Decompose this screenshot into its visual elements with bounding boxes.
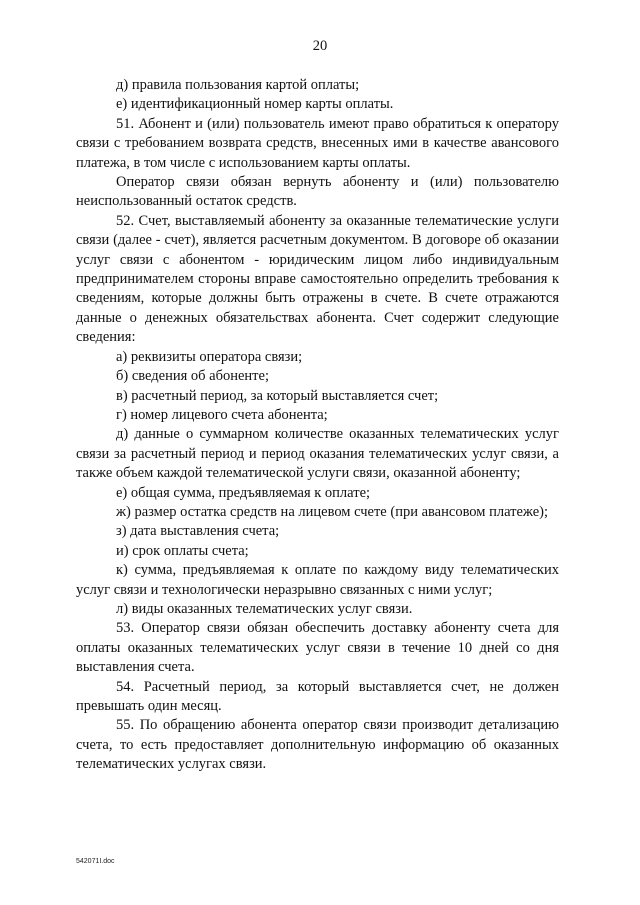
list-item-a: а) реквизиты оператора связи;: [116, 348, 303, 365]
paragraph-52: 52. Счет, выставляемый абоненту за оказанные телематические услуги связи (далее - счет), является расчетным документом. В договоре об оказании услуг связи с абонентом - юридическим лицом либо индивидуальным предпринимателем стороны вправе самостоятельно определить требования к сведениям, которые должны быть отражены в счете. В счете отражаются данные о денежных обязательствах абонента. Счет содержит следующие сведения:: [76, 212, 559, 346]
paragraph-51: 51. Абонент и (или) пользователь имеют право обратиться к оператору связи с требованием возврата средств, внесенных ими в качестве авансового платежа, в том числе с использованием карты оплаты.: [76, 115, 559, 171]
paragraph-51-operator-refund: Оператор связи обязан вернуть абоненту и (или) пользователю неиспользованный остаток средств.: [76, 174, 559, 210]
document-body: [76, 76, 559, 775]
list-item-l: л) виды оказанных телематических услуг связи.: [116, 600, 413, 617]
list-item-d: д) данные о суммарном количестве оказанных телематических услуг связи за расчетный период и период оказания телематических услуг связи, а также объем каждой телематической услуги связи, оказанной абоненту;: [76, 426, 559, 482]
paragraph-e-card-id: е) идентификационный номер карты оплаты.: [116, 96, 394, 113]
paragraph-53: 53. Оператор связи обязан обеспечить доставку абоненту счета для оплаты оказанных телематических услуг связи в течение 10 дней со дня выставления счета.: [76, 620, 559, 676]
footer-filename: 542071I.doc: [76, 858, 115, 865]
list-item-i: и) срок оплаты счета;: [116, 542, 249, 559]
list-item-b: б) сведения об абоненте;: [116, 368, 269, 385]
page-number: 20: [312, 38, 328, 54]
list-item-k: к) сумма, предъявляемая к оплате по каждому виду телематических услуг связи и технологически неразрывно связанных с ними услуг;: [76, 562, 559, 598]
paragraph-d-card-rules: д) правила пользования картой оплаты;: [116, 77, 360, 93]
paragraph-55: 55. По обращению абонента оператор связи производит детализацию счета, то есть предоставляет дополнительную информацию об оказанных телематических услугах связи.: [76, 717, 559, 773]
list-item-zh: ж) размер остатка средств на лицевом счете (при авансовом платеже);: [116, 503, 549, 520]
list-item-g: г) номер лицевого счета абонента;: [116, 406, 328, 423]
list-item-z: з) дата выставления счета;: [116, 523, 280, 540]
list-item-e: е) общая сумма, предъявляемая к оплате;: [116, 484, 371, 501]
paragraph-54: 54. Расчетный период, за который выставляется счет, не должен превышать один месяц.: [76, 678, 559, 714]
list-item-v: в) расчетный период, за который выставляется счет;: [116, 387, 439, 404]
